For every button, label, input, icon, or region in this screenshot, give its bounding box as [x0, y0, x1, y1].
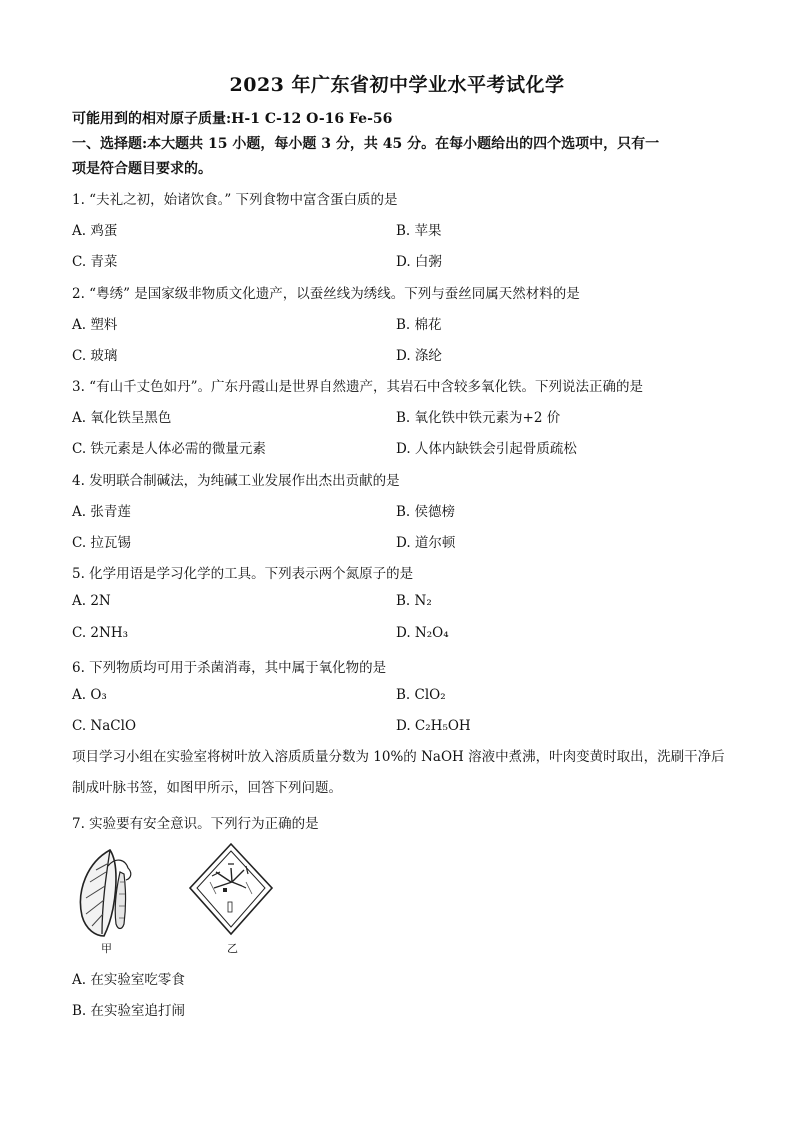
- question-2-option-d: D. 涤纶: [396, 348, 442, 364]
- question-1-stem: 1. “夫礼之初，始诸饮食。” 下列食物中富含蛋白质的是: [72, 192, 398, 208]
- question-1-option-d: D. 白粥: [396, 254, 442, 270]
- atomic-masses-line: 可能用到的相对原子质量:H-1 C-12 O-16 Fe-56: [72, 111, 393, 127]
- question-6-option-b: B. ClO₂: [396, 687, 446, 703]
- question-5-option-c: C. 2NH₃: [72, 625, 129, 641]
- question-5-stem: 5. 化学用语是学习化学的工具。下列表示两个氮原子的是: [72, 566, 414, 582]
- experiment-passage: 项目学习小组在实验室将树叶放入溶质质量分数为 10%的 NaOH 溶液中煮沸，叶肉变黄时取出，洗刷干净后制成叶脉书签，如图甲所示，回答下列问题。: [72, 749, 725, 796]
- question-3-stem: 3. “有山千丈色如丹”。广东丹霞山是世界自然遗产，其岩石中含较多氧化铁。下列说法正确的是: [72, 379, 643, 395]
- question-7-option-a: A. 在实验室吃零食: [72, 972, 185, 988]
- question-4-option-b: B. 侯德榜: [396, 504, 456, 520]
- question-2-option-b: B. 棉花: [396, 317, 442, 333]
- question-6-option-a: A. O₃: [72, 687, 107, 703]
- question-2-option-c: C. 玻璃: [72, 348, 118, 364]
- question-3-option-c: C. 铁元素是人体必需的微量元素: [72, 441, 266, 457]
- figure-label-jia: 甲: [101, 942, 112, 955]
- question-3-option-d: D. 人体内缺铁会引起骨质疏松: [396, 441, 577, 457]
- question-1-option-b: B. 苹果: [396, 223, 442, 239]
- question-2-stem: 2. “粤绣” 是国家级非物质文化遗产，以蚕丝线为绣线。下列与蚕丝同属天然材料的是: [72, 286, 580, 302]
- question-4-option-a: A. 张青莲: [72, 504, 131, 520]
- question-2-option-a: A. 塑料: [72, 317, 118, 333]
- page-title: 2023 年广东省初中学业水平考试化学: [229, 74, 565, 96]
- question-1-option-c: C. 青菜: [72, 254, 118, 270]
- question-7-stem: 7. 实验要有安全意识。下列行为正确的是: [72, 816, 319, 832]
- question-3-option-a: A. 氧化铁呈黑色: [72, 410, 172, 426]
- section-heading-line2: 项是符合题目要求的。: [72, 161, 212, 177]
- question-6-stem: 6. 下列物质均可用于杀菌消毒，其中属于氧化物的是: [72, 660, 387, 676]
- question-4-option-d: D. 道尔顿: [396, 535, 456, 551]
- question-6-option-d: D. C₂H₅OH: [396, 718, 471, 734]
- question-7-option-b: B. 在实验室追打闹: [72, 1003, 186, 1019]
- question-5-option-d: D. N₂O₄: [396, 625, 449, 641]
- figure-label-yi: 乙: [227, 942, 238, 955]
- question-4-stem: 4. 发明联合制碱法，为纯碱工业发展作出杰出贡献的是: [72, 473, 400, 489]
- question-3-option-b: B. 氧化铁中铁元素为+2 价: [396, 410, 561, 426]
- leaf-bookmark-figure: [72, 842, 142, 942]
- question-5-option-a: A. 2N: [72, 593, 111, 609]
- question-1-option-a: A. 鸡蛋: [72, 223, 118, 239]
- question-5-option-b: B. N₂: [396, 593, 432, 609]
- question-4-option-c: C. 拉瓦锡: [72, 535, 131, 551]
- question-6-option-c: C. NaClO: [72, 718, 137, 734]
- hazard-label-figure: [186, 842, 276, 942]
- section-heading-line1: 一、选择题:本大题共 15 小题，每小题 3 分，共 45 分。在每小题给出的四个选项中，只有一: [72, 136, 660, 152]
